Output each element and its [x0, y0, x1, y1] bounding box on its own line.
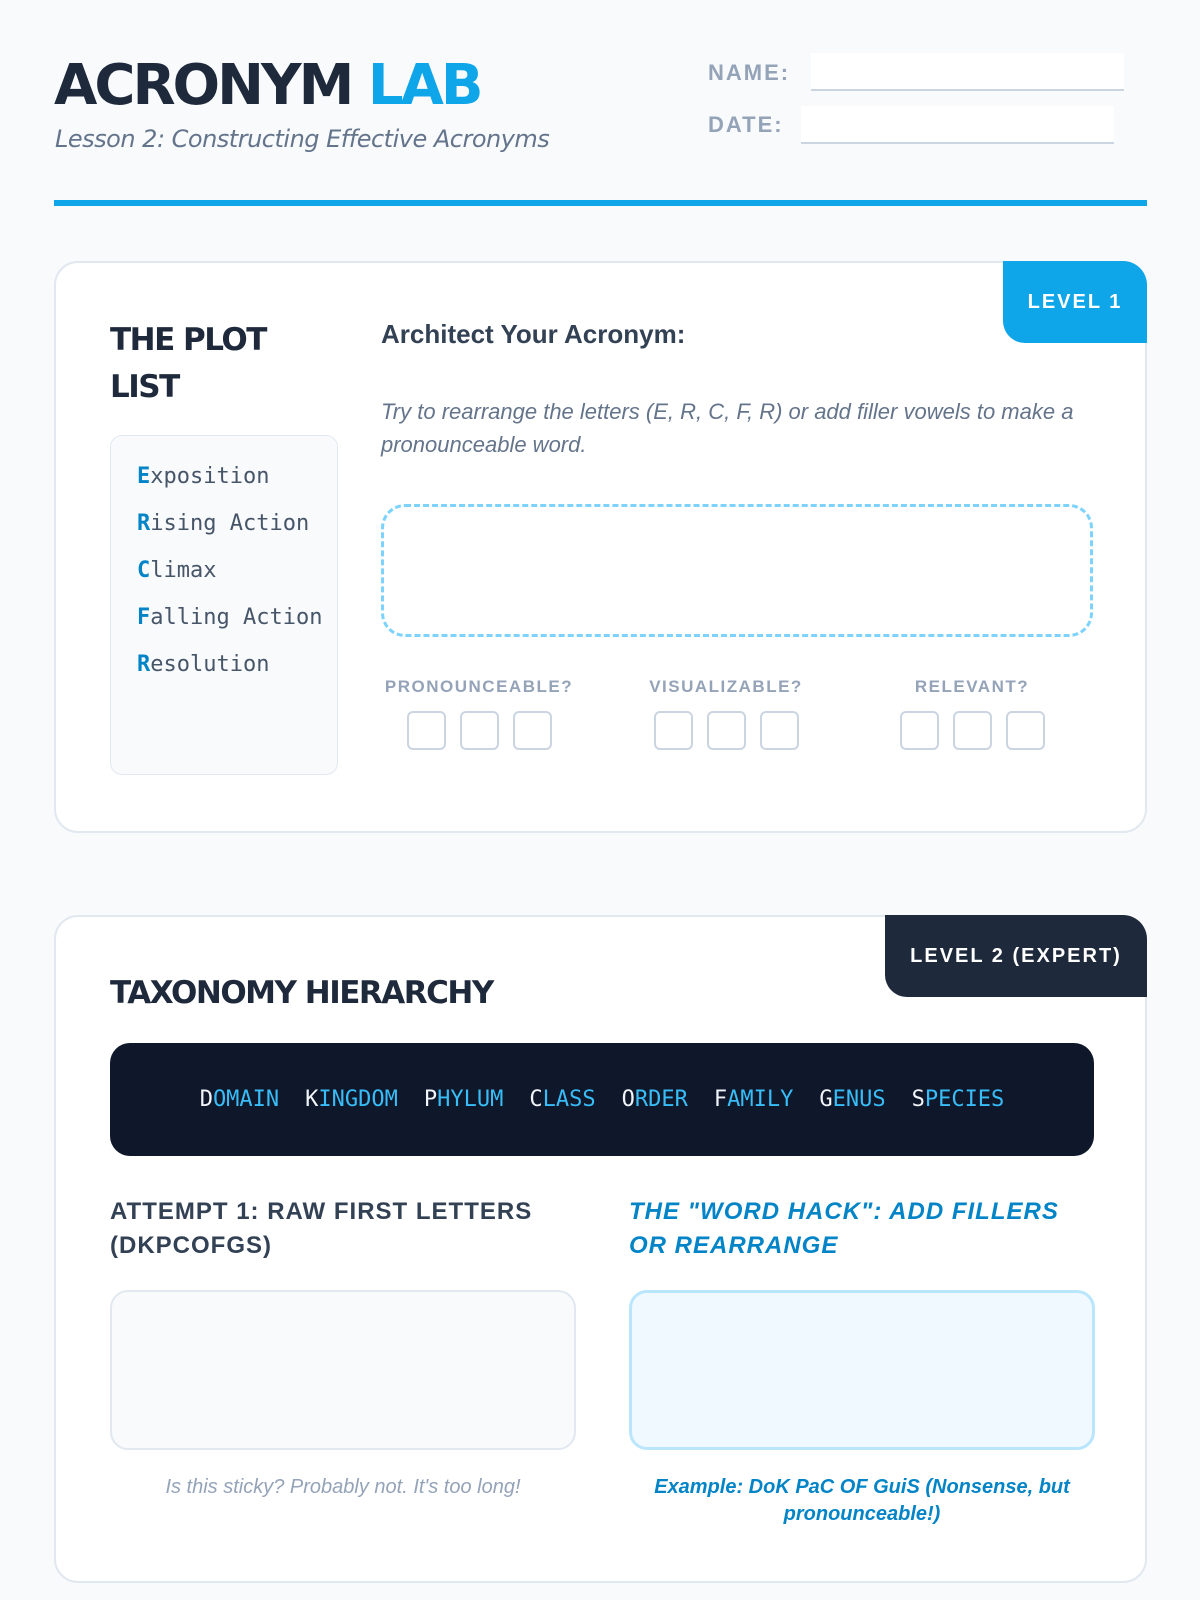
- taxonomy-title: TAXONOMY HIERARCHY: [110, 975, 493, 1011]
- criterion-label: RELEVANT?: [914, 677, 1030, 696]
- criterion-label: PRONOUNCEABLE?: [384, 677, 574, 696]
- word-hack-answer-box[interactable]: [629, 1290, 1095, 1450]
- word-hack-heading: THE "WORD HACK": ADD FILLERS OR REARRANGE: [629, 1198, 1059, 1259]
- criterion-label: VISUALIZABLE?: [649, 677, 803, 696]
- taxonomy-rank: ORDER: [621, 1087, 688, 1112]
- attempt-1-answer-box[interactable]: [110, 1290, 576, 1450]
- title-accent: LAB: [367, 53, 481, 118]
- criterion-relevant: [862, 677, 1082, 750]
- rating-checkbox[interactable]: [407, 711, 446, 750]
- rating-checkbox[interactable]: [760, 711, 799, 750]
- rating-checkbox[interactable]: [953, 711, 992, 750]
- worksheet-title: [54, 53, 481, 118]
- list-item: Falling Action: [137, 605, 323, 630]
- level-2-badge: LEVEL 2 (EXPERT): [885, 915, 1147, 997]
- date-label: DATE:: [708, 112, 784, 137]
- criterion-visualizable: [616, 677, 836, 750]
- level-1-card: [54, 261, 1147, 833]
- taxonomy-rank: DOMAIN: [199, 1087, 280, 1112]
- list-item: Resolution: [137, 652, 270, 677]
- criterion-pronounceable: [369, 677, 589, 750]
- level-2-card: [54, 915, 1147, 1583]
- header-divider: [54, 200, 1147, 206]
- architect-instructions: Try to rearrange the letters (E, R, C, F, R) or add filler vowels to make a pronounceable word.: [381, 399, 1074, 457]
- name-label: NAME:: [708, 60, 791, 85]
- list-item: Exposition: [137, 464, 270, 489]
- list-item: Rising Action: [137, 511, 310, 536]
- name-field[interactable]: [811, 53, 1124, 91]
- acronym-answer-box[interactable]: [381, 504, 1093, 637]
- rating-checkbox[interactable]: [513, 711, 552, 750]
- taxonomy-rank: PHYLUM: [423, 1087, 504, 1112]
- taxonomy-rank: CLASS: [529, 1087, 596, 1112]
- taxonomy-rank: KINGDOM: [305, 1087, 398, 1112]
- attempt-1-heading: ATTEMPT 1: RAW FIRST LETTERS (DKPCOFGS): [110, 1198, 533, 1259]
- plot-list-title: THE PLOT LIST: [110, 322, 266, 405]
- rating-checkbox[interactable]: [707, 711, 746, 750]
- date-field[interactable]: [801, 106, 1114, 144]
- taxonomy-rank: GENUS: [819, 1087, 886, 1112]
- taxonomy-rank: SPECIES: [911, 1087, 1005, 1112]
- taxonomy-bar: [110, 1043, 1094, 1156]
- lesson-subtitle: Lesson 2: Constructing Effective Acronyms: [55, 125, 550, 153]
- level-1-badge: LEVEL 1: [1003, 261, 1147, 343]
- architect-heading: Architect Your Acronym:: [381, 319, 686, 349]
- list-item: Climax: [137, 558, 217, 583]
- rating-checkbox[interactable]: [1006, 711, 1045, 750]
- plot-list: [110, 435, 338, 775]
- rating-checkbox[interactable]: [460, 711, 499, 750]
- worksheet-header: [54, 53, 1147, 208]
- taxonomy-rank: FAMILY: [713, 1087, 794, 1112]
- attempt-1-caption: Is this sticky? Probably not. It's too long!: [165, 1476, 521, 1498]
- rating-checkbox[interactable]: [900, 711, 939, 750]
- rating-checkbox[interactable]: [654, 711, 693, 750]
- word-hack-example: Example: DoK PaC OF GuiS (Nonsense, but pronounceable!): [654, 1476, 1070, 1525]
- title-main: ACRONYM: [54, 53, 352, 118]
